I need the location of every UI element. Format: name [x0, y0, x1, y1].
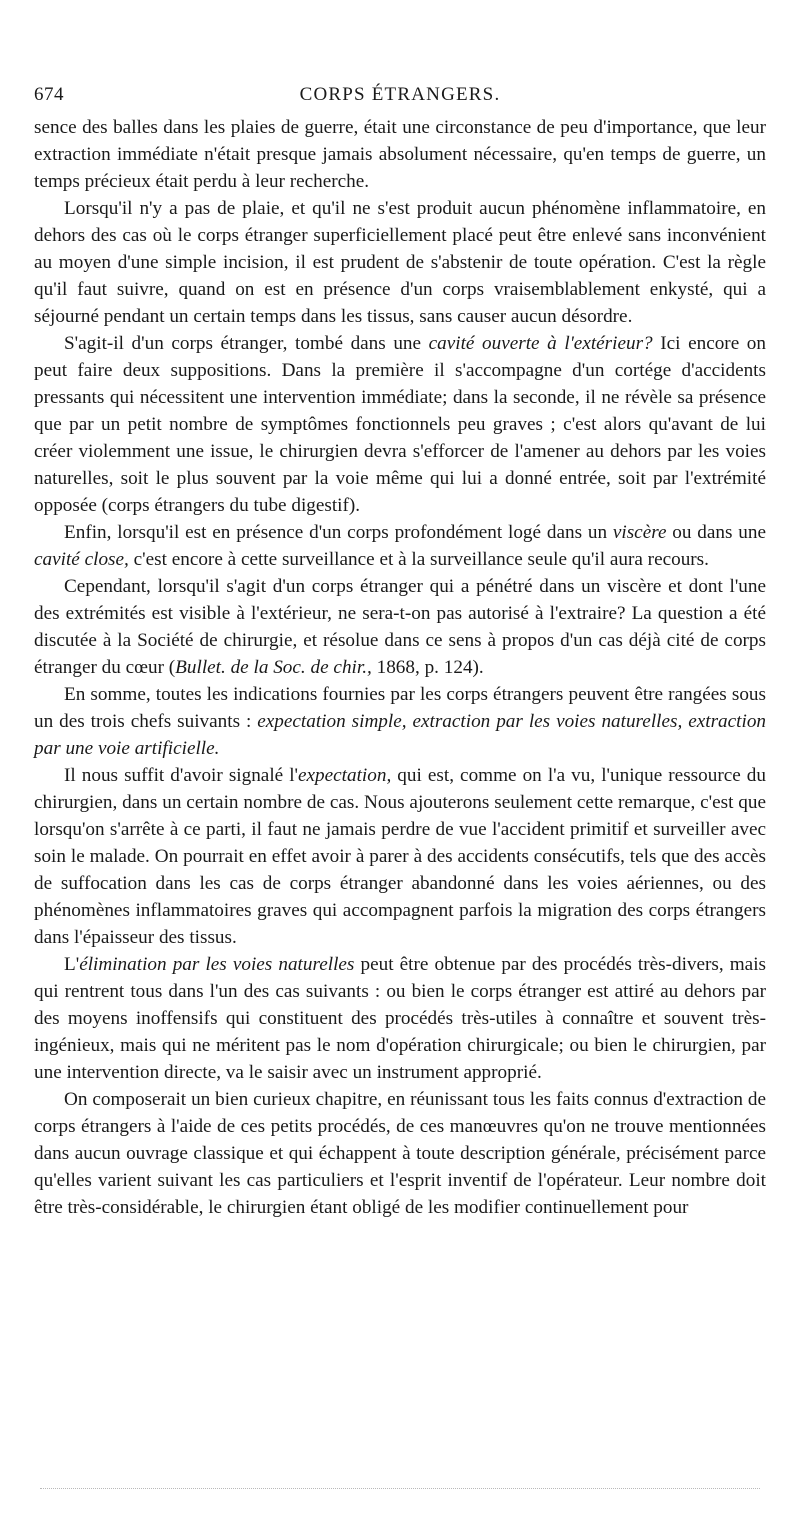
italic-text: Bullet. de la Soc. de chir., [175, 657, 372, 678]
page-number: 674 [34, 84, 64, 105]
italic-text: expectation, [298, 765, 392, 786]
italic-text: élimination par les voies naturelles [79, 954, 355, 975]
text-run: ou dans une [666, 522, 766, 543]
italic-text: cavité close, [34, 549, 129, 570]
text-run: En somme, toutes les indications fournies par les corps étrangers peuvent être rangées sous un des trois chefs suivants : [34, 684, 766, 732]
paragraph [34, 951, 766, 1086]
text-run: 1868, p. 124). [371, 657, 484, 678]
italic-text: viscère [612, 522, 667, 543]
italic-text: expectation simple, extraction par les voies naturelles, extraction par une voie artificielle. [34, 711, 767, 759]
running-title: CORPS ÉTRANGERS. [299, 84, 501, 105]
text-run: Il nous suffit d'avoir signalé l' [64, 765, 299, 786]
text-run: Cependant, lorsqu'il s'agit d'un corps étranger qui a pénétré dans un viscère et dont l'une des extrémités est visible à l'extérieur, ne sera-t-on pas autorisé à l'extraire? La question a été discutée à la Société de chirurgie, et résolue dans ce sens à propos d'un cas déjà cité de corps étranger du cœur ( [34, 576, 766, 678]
text-run: peut être obtenue par des procédés très-divers, mais qui rentrent tous dans l'un des cas suivants : ou bien le corps étranger est attiré au dehors par des moyens inoffensifs qui constituent des procédés très-utiles à connaître et souvent très-ingénieux, mais qui ne méritent pas le nom d'opération chirurgicale; ou bien le chirurgien, par une intervention directe, va le saisir avec un instrument approprié. [34, 954, 766, 1083]
paragraph [34, 1086, 766, 1221]
italic-text: cavité ouverte à l'extérieur? [428, 333, 653, 354]
paragraph [34, 681, 766, 762]
text-run: sence des balles dans les plaies de guerre, était une circonstance de peu d'importance, que leur extraction immédiate n'était presque jamais absolument nécessaire, qu'en temps de guerre, un temps précieux était perdu à leur recherche. [34, 117, 766, 192]
paragraph [34, 195, 766, 330]
paragraph [34, 519, 766, 573]
text-run: Enfin, lorsqu'il est en présence d'un corps profondément logé dans un [64, 522, 613, 543]
paragraph [34, 330, 766, 519]
text-run: L' [64, 954, 80, 975]
paragraph [34, 762, 766, 951]
page-header [34, 78, 766, 114]
text-run: Lorsqu'il n'y a pas de plaie, et qu'il ne s'est produit aucun phénomène inflammatoire, en dehors des cas où le corps étranger superficiellement placé peut être enlevé sans inconvénient au moyen d'une simple incision, il est prudent de s'abstenir de toute opération. C'est la règle qu'il faut suivre, quand on est en présence d'un corps vraisemblablement enkysté, qui a séjourné pendant un certain temps dans les tissus, sans causer aucun désordre. [34, 198, 766, 327]
text-run: qui est, comme on l'a vu, l'unique ressource du chirurgien, dans un certain nombre de cas. Nous ajouterons seulement cette remarque, c'est que lorsqu'on s'arrête à ce parti, il faut ne jamais perdre de vue l'accident primitif et surveiller avec soin le malade. On pourrait en effet avoir à parer à des accidents consécutifs, tels que des accès de suffocation dans les cas de corps étranger abandonné dans les voies aériennes, ou des phénomènes inflammatoires graves qui accompagnent parfois la migration des corps étrangers dans l'épaisseur des tissus. [34, 765, 766, 948]
paragraph [34, 573, 766, 681]
book-page [34, 78, 766, 1221]
text-run: S'agit-il d'un corps étranger, tombé dans une [64, 333, 429, 354]
text-run: Ici encore on peut faire deux suppositions. Dans la première il s'accompagne d'un cortége d'accidents pressants qui nécessitent une intervention immédiate; dans la seconde, il ne révèle sa présence que par un petit nombre de symptômes fonctionnels peu graves ; c'est alors qu'avant de lui créer violemment une issue, le chirurgien devra s'efforcer de l'amener au dehors par les voies naturelles, soit le plus souvent par la voie même qui lui a donné entrée, soit par l'extrémité opposée (corps étrangers du tube digestif). [34, 333, 766, 516]
paragraph [34, 114, 766, 195]
text-run: c'est encore à cette surveillance et à la surveillance seule qu'il aura recours. [128, 549, 709, 570]
body-text [34, 114, 766, 1221]
footer-rule [40, 1488, 760, 1489]
text-run: On composerait un bien curieux chapitre, en réunissant tous les faits connus d'extraction de corps étrangers à l'aide de ces petits procédés, de ces manœuvres qu'on ne trouve mentionnées dans aucun ouvrage classique et qui échappent à toute description générale, précisément parce qu'elles varient suivant les cas particuliers et l'esprit inventif de l'opérateur. Leur nombre doit être très-considérable, le chirurgien étant obligé de les modifier continuellement pour [34, 1089, 766, 1218]
